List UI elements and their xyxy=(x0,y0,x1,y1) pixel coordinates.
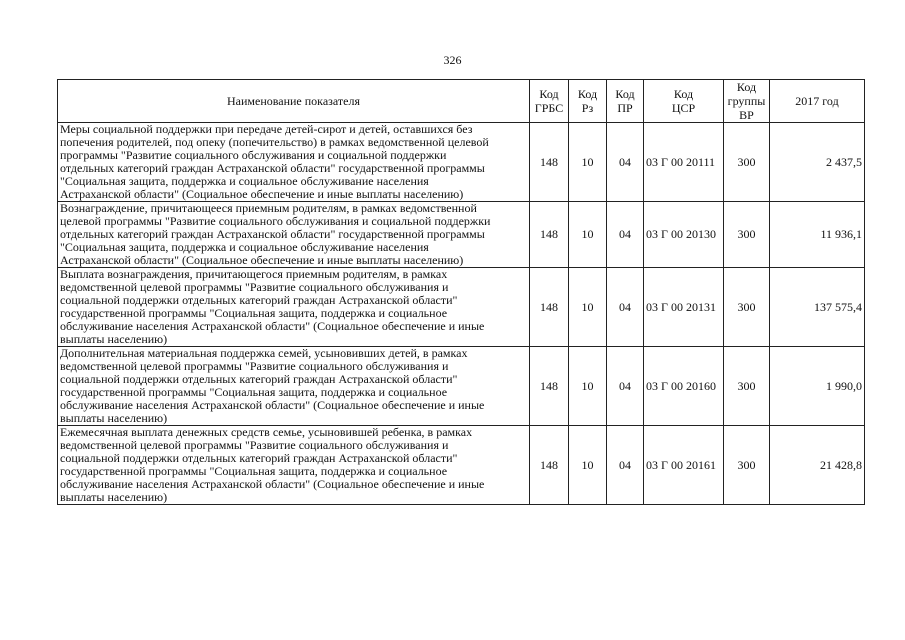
indicator-name-line: Астраханской области" (Социальное обеспечение и иные выплаты населению) xyxy=(60,187,464,201)
header-vr-line: группы xyxy=(727,94,766,108)
indicator-name-line: Выплата вознаграждения, причитающегося приемным родителям, в рамках xyxy=(60,267,448,281)
rz-code: 10 xyxy=(569,123,607,202)
vr-code: 300 xyxy=(724,123,770,202)
rz-code: 10 xyxy=(569,426,607,505)
indicator-name xyxy=(58,347,530,426)
amount-2017: 11 936,1 xyxy=(770,202,865,268)
pr-code: 04 xyxy=(607,426,644,505)
indicator-name-line: "Социальная защита, поддержка и социальное обслуживание населения xyxy=(60,240,429,254)
indicator-name-line: попечения родителей, под опеку (попечительство) в рамках ведомственной целевой xyxy=(60,135,489,149)
pr-code: 04 xyxy=(607,123,644,202)
vr-code: 300 xyxy=(724,202,770,268)
indicator-name xyxy=(58,426,530,505)
indicator-name-line: выплаты населению) xyxy=(60,490,168,504)
budget-table xyxy=(57,79,865,505)
table-row xyxy=(58,123,865,202)
indicator-name-line: целевой программы "Развитие социального обслуживания и социальной поддержки xyxy=(60,214,491,228)
indicator-name-line: социальной поддержки отдельных категорий граждан Астраханской области" xyxy=(60,372,458,386)
indicator-name-line: обслуживание населения Астраханской области" (Социальное обеспечение и иные xyxy=(60,398,485,412)
csr-code: 03 Г 00 20160 xyxy=(644,347,724,426)
indicator-name xyxy=(58,123,530,202)
indicator-name-line: обслуживание населения Астраханской области" (Социальное обеспечение и иные xyxy=(60,319,485,333)
table-row xyxy=(58,268,865,347)
indicator-name-line: ведомственной целевой программы "Развитие социального обслуживания и xyxy=(60,280,449,294)
indicator-name-line: "Социальная защита, поддержка и социальное обслуживание населения xyxy=(60,174,429,188)
grbs-code: 148 xyxy=(530,268,569,347)
header-vr-line: Код xyxy=(736,80,757,94)
pr-code: 04 xyxy=(607,268,644,347)
pr-code: 04 xyxy=(607,202,644,268)
indicator-name-line: отдельных категорий граждан Астраханской области" государственной программы xyxy=(60,227,485,241)
vr-code: 300 xyxy=(724,347,770,426)
amount-2017: 1 990,0 xyxy=(770,347,865,426)
csr-code: 03 Г 00 20111 xyxy=(644,123,724,202)
indicator-name-line: обслуживание населения Астраханской области" (Социальное обеспечение и иные xyxy=(60,477,485,491)
table-row xyxy=(58,347,865,426)
header-rz-line: Код xyxy=(577,87,598,101)
amount-2017: 21 428,8 xyxy=(770,426,865,505)
vr-code: 300 xyxy=(724,268,770,347)
grbs-code: 148 xyxy=(530,202,569,268)
amount-2017: 137 575,4 xyxy=(770,268,865,347)
indicator-name-line: программы "Развитие социального обслуживания и социальной поддержки xyxy=(60,148,447,162)
header-year: 2017 год xyxy=(770,80,865,123)
indicator-name xyxy=(58,268,530,347)
rz-code: 10 xyxy=(569,268,607,347)
header-pr xyxy=(607,80,644,123)
header-grbs xyxy=(530,80,569,123)
header-grbs-line: ГРБС xyxy=(534,101,564,115)
header-vr xyxy=(724,80,770,123)
rz-code: 10 xyxy=(569,202,607,268)
csr-code: 03 Г 00 20131 xyxy=(644,268,724,347)
indicator-name-line: государственной программы "Социальная защита, поддержка и социальное xyxy=(60,464,448,478)
vr-code: 300 xyxy=(724,426,770,505)
amount-2017: 2 437,5 xyxy=(770,123,865,202)
indicator-name-line: Дополнительная материальная поддержка семей, усыновивших детей, в рамках xyxy=(60,346,468,360)
indicator-name-line: социальной поддержки отдельных категорий граждан Астраханской области" xyxy=(60,293,458,307)
header-row xyxy=(58,80,865,123)
header-pr-line: ПР xyxy=(617,101,633,115)
indicator-name-line: ведомственной целевой программы "Развитие социального обслуживания и xyxy=(60,359,449,373)
csr-code: 03 Г 00 20130 xyxy=(644,202,724,268)
header-grbs-line: Код xyxy=(539,87,559,101)
header-name: Наименование показателя xyxy=(58,80,530,123)
pr-code: 04 xyxy=(607,347,644,426)
csr-code: 03 Г 00 20161 xyxy=(644,426,724,505)
rz-code: 10 xyxy=(569,347,607,426)
header-vr-line: ВР xyxy=(739,108,754,122)
grbs-code: 148 xyxy=(530,426,569,505)
header-csr-line: Код xyxy=(673,87,694,101)
page-number: 326 xyxy=(443,53,462,67)
indicator-name-line: выплаты населению) xyxy=(60,411,168,425)
indicator-name-line: отдельных категорий граждан Астраханской области" государственной программы xyxy=(60,161,485,175)
indicator-name-line: Ежемесячная выплата денежных средств семье, усыновившей ребенка, в рамках xyxy=(60,425,473,439)
indicator-name-line: социальной поддержки отдельных категорий граждан Астраханской области" xyxy=(60,451,458,465)
indicator-name-line: государственной программы "Социальная защита, поддержка и социальное xyxy=(60,306,448,320)
table-row xyxy=(58,426,865,505)
indicator-name xyxy=(58,202,530,268)
header-pr-line: Код xyxy=(615,87,635,101)
indicator-name-line: Меры социальной поддержки при передаче детей-сирот и детей, оставшихся без xyxy=(60,122,473,136)
indicator-name-line: ведомственной целевой программы "Развитие социального обслуживания и xyxy=(60,438,449,452)
header-csr-line: ЦСР xyxy=(671,101,696,115)
indicator-name-line: государственной программы "Социальная защита, поддержка и социальное xyxy=(60,385,448,399)
grbs-code: 148 xyxy=(530,347,569,426)
table-row xyxy=(58,202,865,268)
indicator-name-line: выплаты населению) xyxy=(60,332,168,346)
header-rz xyxy=(569,80,607,123)
indicator-name-line: Вознаграждение, причитающееся приемным родителям, в рамках ведомственной xyxy=(60,201,477,215)
header-csr xyxy=(644,80,724,123)
grbs-code: 148 xyxy=(530,123,569,202)
header-rz-line: Рз xyxy=(581,101,594,115)
indicator-name-line: Астраханской области" (Социальное обеспечение и иные выплаты населению) xyxy=(60,253,464,267)
